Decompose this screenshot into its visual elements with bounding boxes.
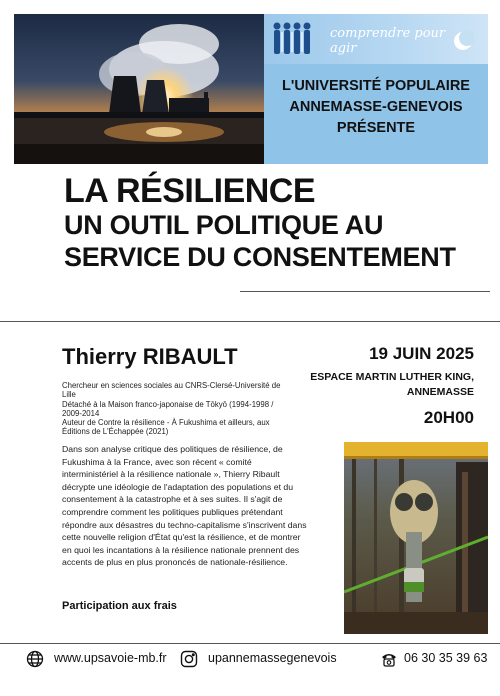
tagline: comprendre pour agir bbox=[330, 26, 446, 56]
title-line-1: LA RÉSILIENCE bbox=[64, 172, 316, 210]
event-place bbox=[280, 370, 474, 400]
instagram-handle[interactable]: upannemassegenevois bbox=[208, 651, 337, 665]
bio-line-1: Chercheur en sciences sociales au CNRS-Clersé-Université de Lille bbox=[62, 381, 281, 400]
power-plant-photo bbox=[14, 14, 264, 164]
instagram-icon bbox=[180, 650, 198, 668]
title-line-2: UN OUTIL POLITIQUE AU bbox=[64, 210, 384, 240]
bio-line-3: Auteur de Contre la résilience - À Fukushima et ailleurs, aux Éditions de L'Échappée (2021) bbox=[62, 418, 270, 437]
globe-icon bbox=[26, 650, 44, 668]
phone-number[interactable]: 06 30 35 39 63 bbox=[404, 651, 488, 665]
fees-note: Participation aux frais bbox=[62, 600, 177, 612]
title-line-3: SERVICE DU CONSENTEMENT bbox=[64, 242, 456, 272]
people-silhouettes-logo bbox=[270, 20, 318, 58]
footer-divider bbox=[0, 643, 500, 644]
organizer-line-3: PRÉSENTE bbox=[336, 120, 416, 136]
place-line-1: ESPACE MARTIN LUTHER KING, bbox=[310, 371, 474, 383]
speaker-name: Thierry RIBAULT bbox=[62, 344, 238, 369]
event-time: 20H00 bbox=[423, 408, 474, 427]
telephone-icon bbox=[380, 650, 398, 668]
event-date: 19 JUIN 2025 bbox=[369, 344, 474, 363]
speaker-bio bbox=[62, 381, 287, 437]
section-divider bbox=[0, 321, 500, 322]
organizer-block bbox=[264, 76, 488, 139]
crescent-moon-icon bbox=[452, 30, 474, 52]
talk-description: Dans son analyse critique des politiques de résilience, de Fukushima à la France, avec son récent « comité interministériel à la résilience nationale », Thierry Ribault décrypte une idéologie de l'adaptation des populations et du consentement à la catastrophe et à ses suites. Il s'agit de comprendre comment les politiques publiques prétendant répondre aux désastres du techno-capitalisme s'inscrivent dans cette nouvelle religion d'État qu'est la résilience, et de montrer en quoi les incantations à la résilience nationale prennent des accents de plus en plus prononcés de nationale-résilience. bbox=[62, 444, 307, 568]
organizer-line-2: ANNEMASSE-GENEVOIS bbox=[289, 99, 463, 115]
bio-line-2: Détaché à la Maison franco-japonaise de Tōkyō (1994-1998 / 2009-2014 bbox=[62, 399, 274, 418]
organizer-line-1: L'UNIVERSITÉ POPULAIRE bbox=[282, 78, 470, 94]
place-line-2: ANNEMASSE bbox=[406, 386, 474, 398]
gas-mask-photo bbox=[344, 442, 488, 634]
title-divider bbox=[240, 291, 490, 292]
website-link[interactable]: www.upsavoie-mb.fr bbox=[54, 651, 167, 665]
